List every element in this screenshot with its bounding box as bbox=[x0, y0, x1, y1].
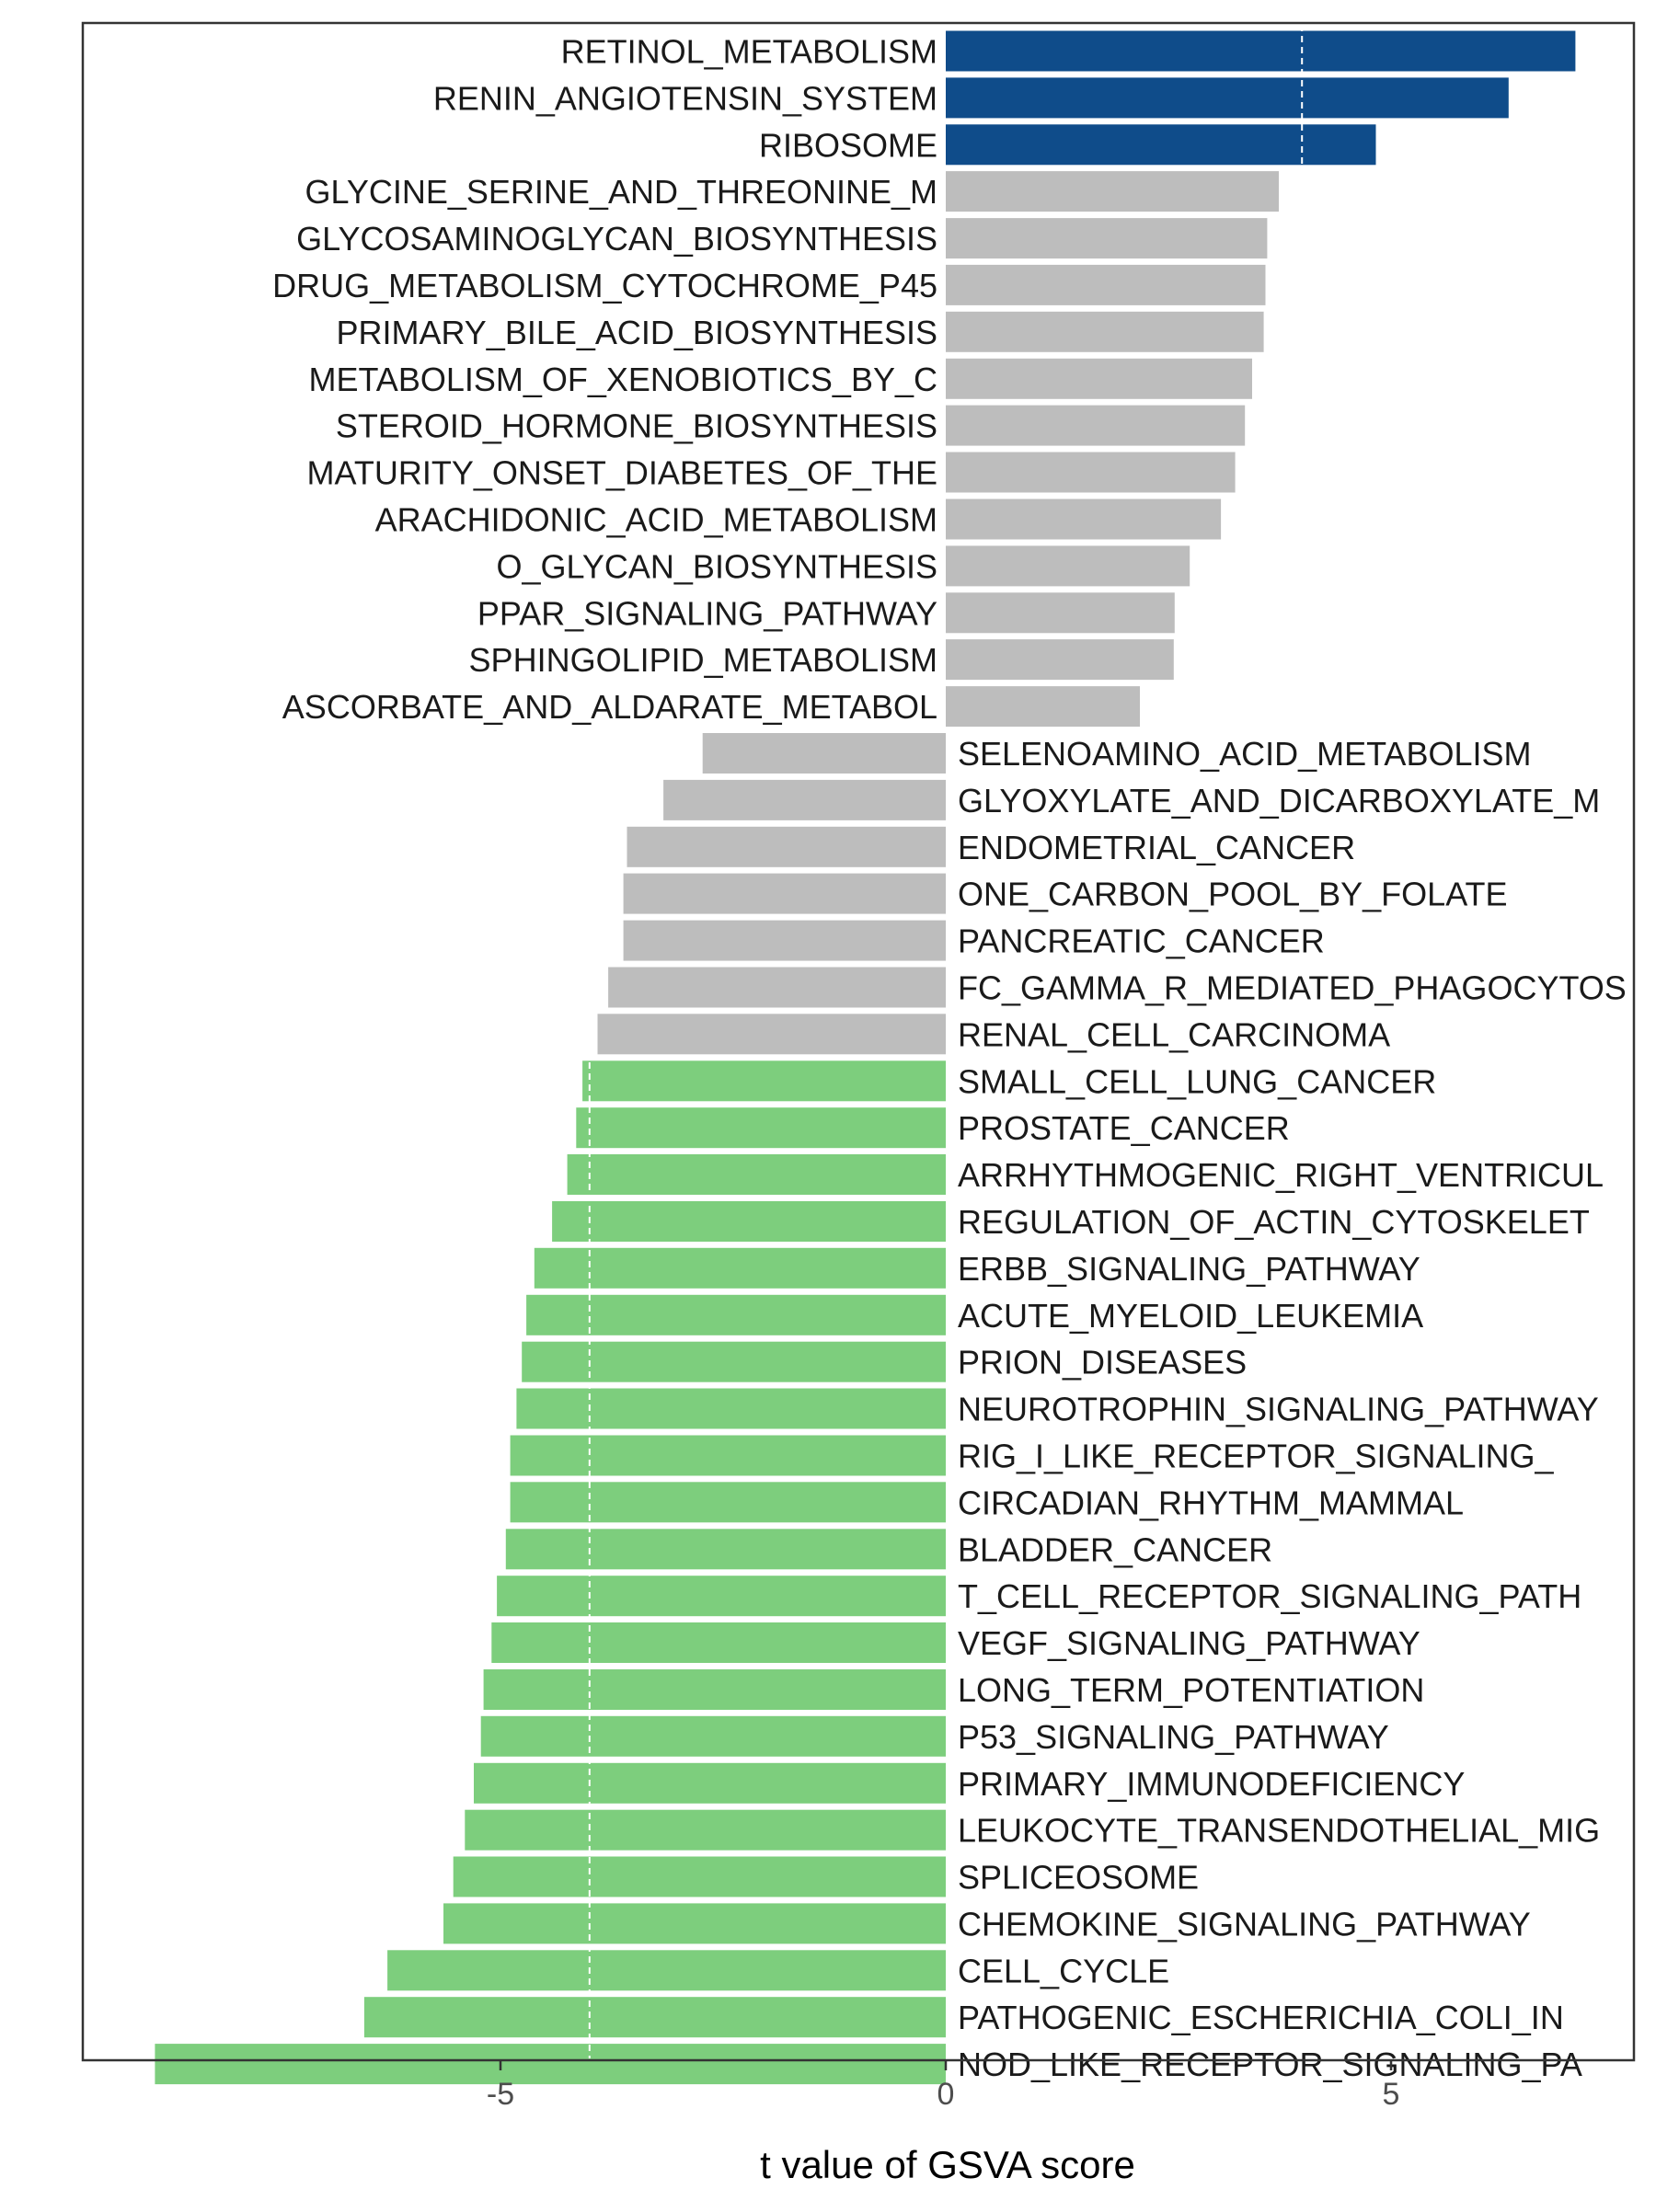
bar bbox=[627, 827, 947, 867]
bar-label: SMALL_CELL_LUNG_CANCER bbox=[958, 1062, 1437, 1101]
bar bbox=[454, 1857, 946, 1897]
bar-label: BLADDER_CANCER bbox=[958, 1530, 1273, 1569]
bar-label: NEUROTROPHIN_SIGNALING_PATHWAY bbox=[958, 1390, 1599, 1428]
bar bbox=[481, 1716, 946, 1757]
bar-label: PRIMARY_BILE_ACID_BIOSYNTHESIS bbox=[336, 313, 937, 351]
bar-label: O_GLYCAN_BIOSYNTHESIS bbox=[496, 547, 937, 586]
bar-label: SPHINGOLIPID_METABOLISM bbox=[468, 641, 937, 680]
bar-label: GLYOXYLATE_AND_DICARBOXYLATE_M bbox=[958, 781, 1601, 819]
bar bbox=[506, 1529, 946, 1569]
bar bbox=[387, 1950, 946, 1990]
bar-label: RIG_I_LIKE_RECEPTOR_SIGNALING_ bbox=[958, 1437, 1554, 1475]
bar-label: ASCORBATE_AND_ALDARATE_METABOL bbox=[282, 688, 937, 727]
bar-label: ACUTE_MYELOID_LEUKEMIA bbox=[958, 1296, 1424, 1335]
bar bbox=[568, 1154, 946, 1195]
bar-label: LONG_TERM_POTENTIATION bbox=[958, 1671, 1425, 1709]
bar bbox=[946, 124, 1376, 165]
bar bbox=[552, 1201, 946, 1242]
bar bbox=[535, 1248, 946, 1289]
bar-label: PRIMARY_IMMUNODEFICIENCY bbox=[958, 1764, 1466, 1803]
x-tick-label: 0 bbox=[937, 2077, 955, 2112]
bar bbox=[946, 592, 1175, 633]
bar-label: ARRHYTHMOGENIC_RIGHT_VENTRICUL bbox=[958, 1156, 1604, 1194]
bar-label: NOD_LIKE_RECEPTOR_SIGNALING_PA bbox=[958, 2046, 1582, 2084]
bar-label: SELENOAMINO_ACID_METABOLISM bbox=[958, 735, 1532, 773]
bar bbox=[576, 1107, 946, 1148]
bar-label: GLYCINE_SERINE_AND_THREONINE_M bbox=[305, 173, 937, 212]
bar bbox=[511, 1436, 946, 1476]
bar-label: ARACHIDONIC_ACID_METABOLISM bbox=[374, 500, 937, 539]
bar bbox=[608, 968, 946, 1008]
bar bbox=[443, 1903, 946, 1943]
bar-label: STEROID_HORMONE_BIOSYNTHESIS bbox=[335, 407, 937, 445]
bar-label: PATHOGENIC_ESCHERICHIA_COLI_IN bbox=[958, 1999, 1564, 2037]
bar-label: FC_GAMMA_R_MEDIATED_PHAGOCYTOS bbox=[958, 968, 1627, 1007]
bar-label: GLYCOSAMINOGLYCAN_BIOSYNTHESIS bbox=[296, 220, 937, 258]
bar bbox=[663, 780, 946, 820]
bar-label: CHEMOKINE_SIGNALING_PATHWAY bbox=[958, 1905, 1531, 1943]
bar-label: RENAL_CELL_CARCINOMA bbox=[958, 1015, 1391, 1054]
bar bbox=[946, 77, 1509, 118]
bar-label: RENIN_ANGIOTENSIN_SYSTEM bbox=[432, 79, 937, 118]
bar-label: SPLICEOSOME bbox=[958, 1858, 1200, 1897]
bar-label: VEGF_SIGNALING_PATHWAY bbox=[958, 1624, 1420, 1662]
bar bbox=[364, 1997, 946, 2037]
bar bbox=[946, 359, 1252, 399]
bar bbox=[465, 1810, 946, 1851]
x-tick-label: 5 bbox=[1382, 2077, 1400, 2112]
bar-label: REGULATION_OF_ACTIN_CYTOSKELET bbox=[958, 1203, 1590, 1241]
bar-label: CELL_CYCLE bbox=[958, 1952, 1170, 1990]
bar-label: METABOLISM_OF_XENOBIOTICS_BY_C bbox=[308, 360, 937, 398]
bar-label: ERBB_SIGNALING_PATHWAY bbox=[958, 1249, 1420, 1288]
bar-label: T_CELL_RECEPTOR_SIGNALING_PATH bbox=[958, 1577, 1582, 1616]
bar bbox=[497, 1576, 946, 1616]
bar bbox=[624, 921, 946, 961]
bar bbox=[946, 171, 1279, 212]
bar-label: ENDOMETRIAL_CANCER bbox=[958, 828, 1356, 866]
bar-label: RETINOL_METABOLISM bbox=[560, 32, 937, 71]
bar-label: LEUKOCYTE_TRANSENDOTHELIAL_MIG bbox=[958, 1811, 1601, 1850]
bar bbox=[624, 874, 946, 914]
bar bbox=[946, 639, 1174, 680]
bar-label: PRION_DISEASES bbox=[958, 1343, 1248, 1381]
bar bbox=[946, 686, 1140, 727]
bar bbox=[491, 1622, 946, 1663]
x-tick-label: -5 bbox=[486, 2077, 515, 2112]
bar bbox=[703, 733, 946, 774]
bar bbox=[484, 1669, 946, 1710]
bar bbox=[946, 406, 1245, 446]
bar bbox=[946, 453, 1236, 493]
bar bbox=[155, 2044, 946, 2084]
bar bbox=[946, 31, 1575, 72]
bar bbox=[522, 1342, 946, 1382]
bar-label: P53_SIGNALING_PATHWAY bbox=[958, 1717, 1389, 1756]
bar bbox=[946, 312, 1264, 352]
bar-label: RIBOSOME bbox=[758, 126, 937, 165]
bar-label: DRUG_METABOLISM_CYTOCHROME_P45 bbox=[272, 266, 937, 304]
bar bbox=[946, 218, 1267, 258]
bar bbox=[946, 545, 1190, 586]
bar bbox=[946, 265, 1266, 305]
bar-label: MATURITY_ONSET_DIABETES_OF_THE bbox=[306, 453, 937, 492]
bar bbox=[474, 1763, 946, 1804]
bar-label: CIRCADIAN_RHYTHM_MAMMAL bbox=[958, 1484, 1465, 1522]
bar bbox=[946, 499, 1221, 540]
x-axis-title: t value of GSVA score bbox=[760, 2143, 1135, 2186]
bar-label: ONE_CARBON_POOL_BY_FOLATE bbox=[958, 875, 1508, 913]
bar bbox=[516, 1389, 946, 1429]
bar-label: PANCREATIC_CANCER bbox=[958, 922, 1325, 960]
bar-label: PPAR_SIGNALING_PATHWAY bbox=[477, 594, 937, 633]
bar bbox=[582, 1060, 946, 1101]
bar bbox=[598, 1014, 947, 1054]
bar bbox=[511, 1482, 946, 1522]
bar-label: PROSTATE_CANCER bbox=[958, 1109, 1290, 1148]
